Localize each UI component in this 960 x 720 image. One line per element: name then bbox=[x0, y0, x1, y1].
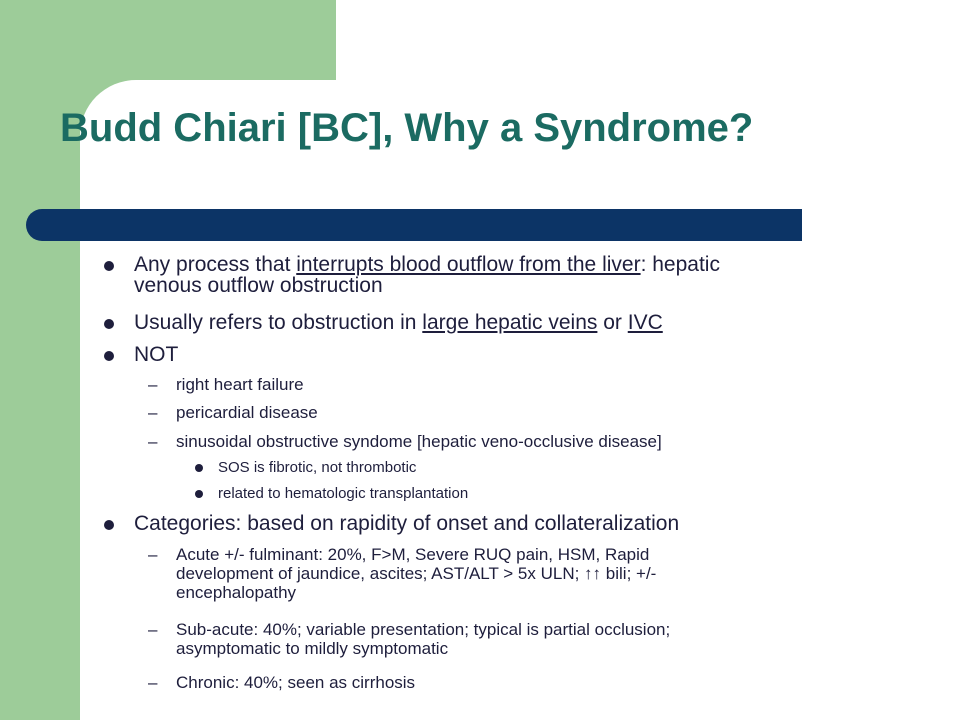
dash-icon: – bbox=[148, 620, 158, 639]
sub-bullet-line: sinusoidal obstructive syndome [hepatic veno-occlusive disease] bbox=[176, 432, 662, 451]
dash-icon: – bbox=[148, 432, 158, 451]
underlined-phrase: interrupts blood outflow from the liver bbox=[296, 253, 641, 276]
sub-bullet-item bbox=[148, 403, 318, 422]
sub-bullet-item bbox=[148, 620, 671, 658]
bullet-text: Any process that bbox=[134, 253, 297, 276]
bullet-line: Categories: based on rapidity of onset and collateralization bbox=[134, 512, 680, 535]
sub-bullet-line: development of jaundice, ascites; AST/ALT > 5x ULN; ↑↑ bili; +/- bbox=[176, 564, 657, 583]
sub-bullet-line: asymptomatic to mildly symptomatic bbox=[176, 639, 449, 658]
sub-bullet-item bbox=[148, 375, 304, 394]
slide-title: Budd Chiari [BC], Why a Syndrome? bbox=[60, 106, 754, 150]
dash-icon: – bbox=[148, 673, 158, 692]
bullet-text: or bbox=[597, 311, 628, 334]
bullet-item bbox=[134, 513, 679, 534]
sub-bullet-line: pericardial disease bbox=[176, 403, 318, 422]
sub-bullet-line: Sub-acute: 40%; variable presentation; typical is partial occlusion; bbox=[176, 620, 671, 639]
underlined-phrase: large hepatic veins bbox=[422, 311, 598, 334]
sub-bullet-item bbox=[148, 432, 662, 451]
sub-bullet-item bbox=[148, 545, 657, 602]
bullet-line: venous outflow obstruction bbox=[134, 274, 383, 297]
bullet-item bbox=[134, 312, 663, 333]
sub-bullet-line: encephalopathy bbox=[176, 583, 297, 602]
sub-bullet-line: Chronic: 40%; seen as cirrhosis bbox=[176, 673, 416, 692]
bullet-dot-icon bbox=[195, 490, 203, 498]
bullet-line: NOT bbox=[134, 343, 179, 366]
dash-icon: – bbox=[148, 375, 158, 394]
bullet-item bbox=[134, 344, 178, 365]
bullet-dot-icon bbox=[195, 464, 203, 472]
sub-bullet-line: Acute +/- fulminant: 20%, F>M, Severe RUQ pain, HSM, Rapid bbox=[176, 545, 650, 564]
sub-sub-bullet-line: SOS is fibrotic, not thrombotic bbox=[218, 459, 417, 476]
bullet-text: Usually refers to obstruction in bbox=[134, 311, 423, 334]
bullet-dot-icon bbox=[104, 351, 114, 361]
dash-icon: – bbox=[148, 403, 158, 422]
sub-sub-bullet-item bbox=[218, 486, 468, 502]
bullet-dot-icon bbox=[104, 261, 114, 271]
bullet-text: : hepatic bbox=[640, 253, 720, 276]
underlined-phrase: IVC bbox=[627, 311, 663, 334]
bullet-item bbox=[134, 254, 720, 296]
bullet-dot-icon bbox=[104, 520, 114, 530]
bullet-dot-icon bbox=[104, 319, 114, 329]
sub-bullet-line: right heart failure bbox=[176, 375, 304, 394]
sub-sub-bullet-line: related to hematologic transplantation bbox=[218, 485, 469, 502]
sub-bullet-item bbox=[148, 673, 416, 692]
sub-sub-bullet-item bbox=[218, 460, 416, 476]
bullet-line bbox=[134, 312, 663, 333]
dash-icon: – bbox=[148, 545, 158, 564]
bullet-line bbox=[134, 254, 720, 275]
